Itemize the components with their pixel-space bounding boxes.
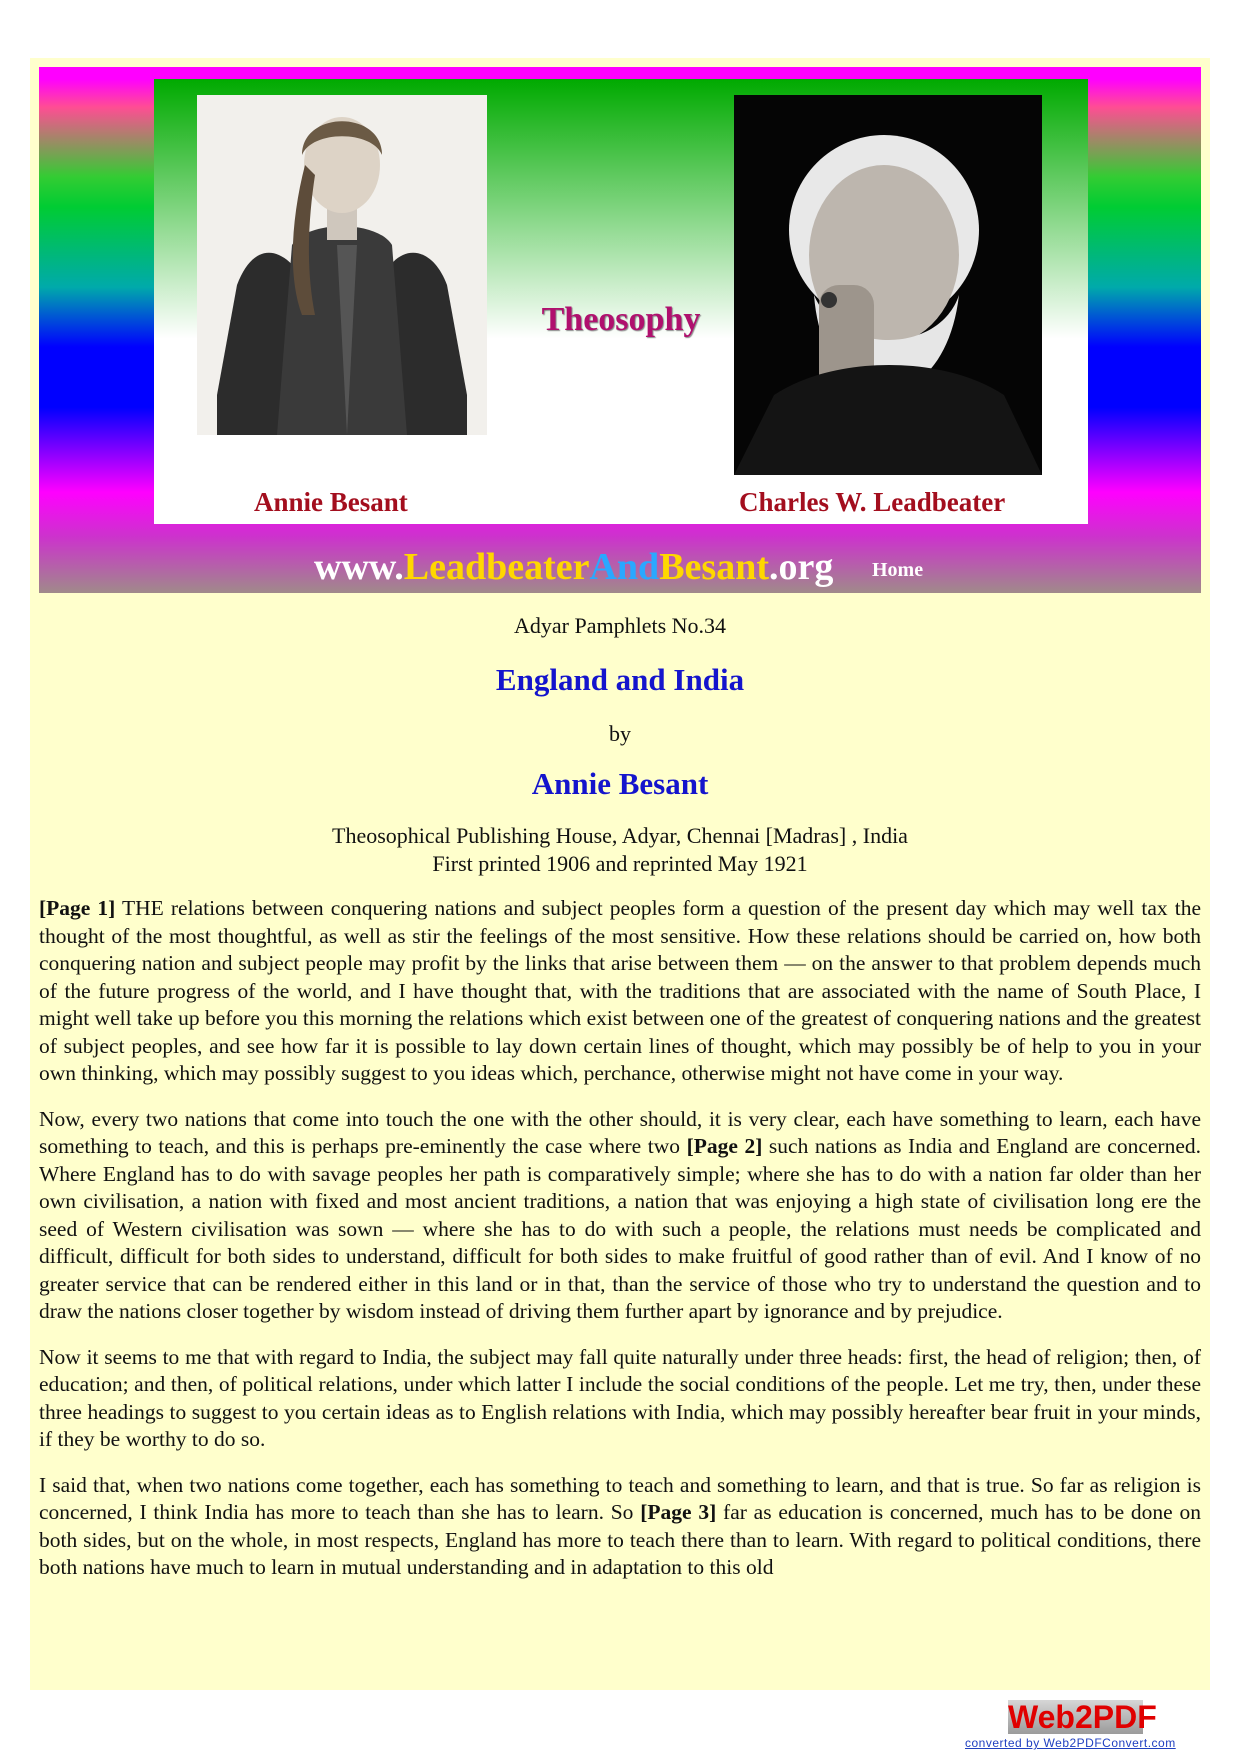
url-part-leadbeater: Leadbeater (403, 546, 590, 588)
page-marker: [Page 3] (640, 1500, 717, 1525)
site-title: Theosophy (541, 301, 701, 338)
paragraph-text: THE relations between conquering nations and subject peoples form a question of the present day which may well tax the thought of the most thoughtful, as well as stir the feelings of the most sensitive. How these relations should be carried on, how both conquering nation and subject people may profit by the links that arise between them — on the answer to that problem depends much of the future progress of the world, and I have thought that, with the traditions that are associated with the name of South Place, I might well take up before you this morning the relations which exist between one of the greatest of conquering nations and the greatest of subject peoples, and see how far it is possible to lay down certain lines of thought, which may possibly be of help to you in your own thinking, which may possibly suggest to you ideas which, perchance, otherwise might not have come in your way. (39, 896, 1201, 1086)
home-link[interactable]: Home (872, 559, 924, 581)
annie-besant-photo (197, 95, 487, 435)
page-marker: [Page 2] (686, 1134, 763, 1159)
author-name: Annie Besant (531, 765, 709, 801)
caption-charles-leadbeater: Charles W. Leadbeater (739, 487, 1006, 517)
web2pdf-link[interactable]: converted by Web2PDFConvert.com (965, 1736, 1176, 1750)
web2pdf-logo: Web2PDF (1008, 1699, 1157, 1735)
publisher: Theosophical Publishing House, Adyar, Chennai [Madras] , India (332, 823, 908, 849)
paragraph-3: Now it seems to me that with regard to India, the subject may fall quite naturally under three heads: first, the head of religion; then, of education; and then, of political relations, under which latter I include the social conditions of the people. Let me try, then, under these three headings to suggest to you certain ideas as to English relations with India, which may possibly hereafter bear fruit in your minds, if they be worthy to do so. (39, 1344, 1201, 1452)
paragraph-text: far as education is concerned, much has to be done on both sides, but on the whole, in most respects, England has more to teach there than to learn. With regard to political conditions, there both nations have much to learn in mutual understanding and in adaptation to this old (39, 1500, 1201, 1580)
series-label: Adyar Pamphlets No.34 (513, 613, 727, 638)
article-title: England and India (495, 662, 745, 698)
publication-info (39, 822, 1201, 877)
page-marker: [Page 1] (39, 896, 116, 921)
print-date: First printed 1906 and reprinted May 1921 (432, 850, 808, 876)
banner-panel (154, 79, 1088, 524)
url-prefix: www. (314, 546, 404, 588)
paragraph-2 (39, 1106, 1201, 1326)
page (30, 58, 1210, 1690)
byline-by: by (609, 720, 631, 746)
paragraph-text: Now, every two nations that come into touch the one with the other should, it is very clear, each have something to learn, each have something to teach, and this is perhaps pre-eminently the case where two (39, 1106, 1201, 1159)
paragraph-text: such nations as India and England are concerned. Where England has to do with savage peoples her path is comparatively simple; where she has to do with a nation far older than her own civilisation, a nation with fixed and most ancient traditions, a nation that was enjoying a high state of civilisation long ere the seed of Western civilisation was sown — where she has to do with such a people, the relations must needs be complicated and difficult, difficult for both sides to understand, difficult for both sides to make fruitful of good rather than of evil. And I know of no greater service that can be rendered either in this land or in that, than the service of those who try to understand the question and to draw the nations closer together by wisdom instead of driving them further apart by ignorance and by prejudice. (39, 1134, 1201, 1324)
url-part-besant: Besant (659, 546, 769, 588)
url-suffix: .org (768, 546, 834, 588)
charles-leadbeater-photo (734, 95, 1042, 475)
article (39, 613, 1201, 1582)
paragraph-text: I said that, when two nations come together, each has something to teach and something to learn, and that is true. So far as religion is concerned, I think India has more to teach than she has to learn. So (39, 1472, 1201, 1525)
site-url-link[interactable] (314, 545, 833, 589)
url-part-and: And (589, 546, 660, 588)
site-banner (39, 67, 1201, 593)
paragraph-4 (39, 1472, 1201, 1582)
caption-annie-besant: Annie Besant (254, 487, 408, 517)
paragraph-1 (39, 895, 1201, 1088)
